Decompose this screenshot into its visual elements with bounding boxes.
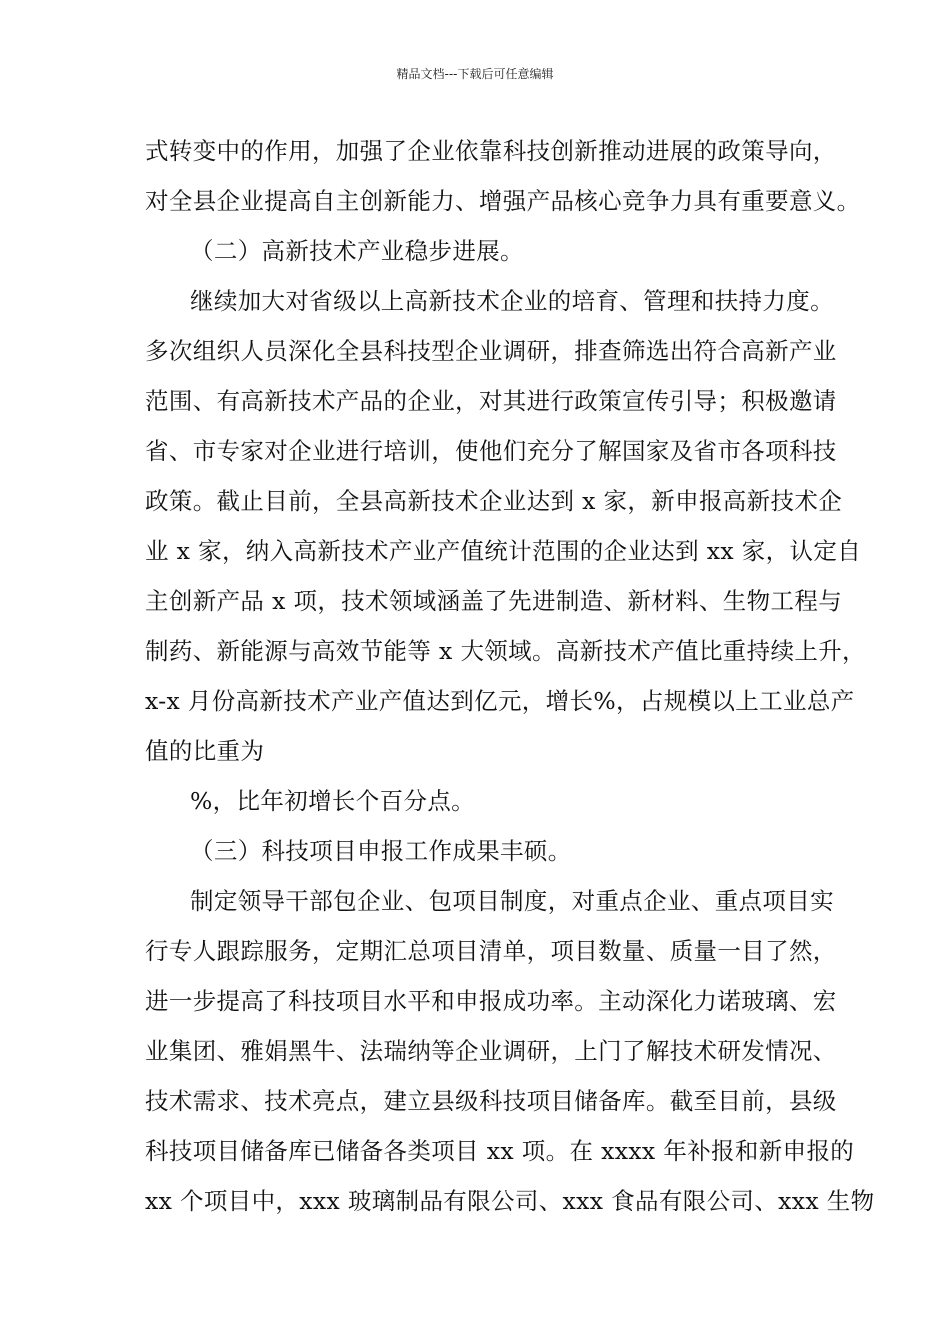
body-line: xx 个项目中，xxx 玻璃制品有限公司、xxx 食品有限公司、xxx 生物 — [145, 1187, 875, 1215]
body-line: 对全县企业提高自主创新能力、增强产品核心竞争力具有重要意义。 — [145, 187, 861, 215]
body-line: 技术需求、技术亮点，建立县级科技项目储备库。截至目前，县级 — [145, 1087, 837, 1115]
body-line: 多次组织人员深化全县科技型企业调研，排查筛选出符合高新产业 — [145, 337, 837, 365]
body-line: 进一步提高了科技项目水平和申报成功率。主动深化力诺玻璃、宏 — [145, 987, 837, 1015]
body-line: %，比年初增长个百分点。 — [190, 787, 476, 815]
page-header: 精品文档---下载后可任意编辑 — [396, 67, 554, 81]
body-line: 科技项目储备库已储备各类项目 xx 项。在 xxxx 年补报和新申报的 — [145, 1137, 855, 1165]
body-line: 省、市专家对企业进行培训，使他们充分了解国家及省市各项科技 — [145, 437, 837, 465]
body-line: 值的比重为 — [145, 737, 265, 765]
body-line: 式转变中的作用，加强了企业依靠科技创新推动进展的政策导向， — [145, 137, 837, 165]
body-line: x-x 月份高新技术产业产值达到亿元，增长%，占规模以上工业总产 — [145, 687, 855, 715]
body-line: 政策。截止目前，全县高新技术企业达到 x 家，新申报高新技术企 — [145, 487, 843, 515]
section-heading: （三）科技项目申报工作成果丰硕。 — [190, 837, 572, 865]
body-line: 业集团、雅娟黑牛、法瑞纳等企业调研，上门了解技术研发情况、 — [145, 1037, 837, 1065]
body-line: 继续加大对省级以上高新技术企业的培育、管理和扶持力度。 — [190, 287, 834, 315]
body-line: 主创新产品 x 项，技术领域涵盖了先进制造、新材料、生物工程与 — [145, 587, 843, 615]
body-line: 范围、有高新技术产品的企业，对其进行政策宣传引导；积极邀请 — [145, 387, 837, 415]
body-line: 制药、新能源与高效节能等 x 大领域。高新技术产值比重持续上升， — [145, 637, 866, 665]
body-line: 行专人跟踪服务，定期汇总项目清单，项目数量、质量一目了然， — [145, 937, 837, 965]
body-line: 制定领导干部包企业、包项目制度，对重点企业、重点项目实 — [190, 887, 834, 915]
body-line: 业 x 家，纳入高新技术产业产值统计范围的企业达到 xx 家，认定自 — [145, 537, 862, 565]
section-heading: （二）高新技术产业稳步进展。 — [190, 237, 524, 265]
